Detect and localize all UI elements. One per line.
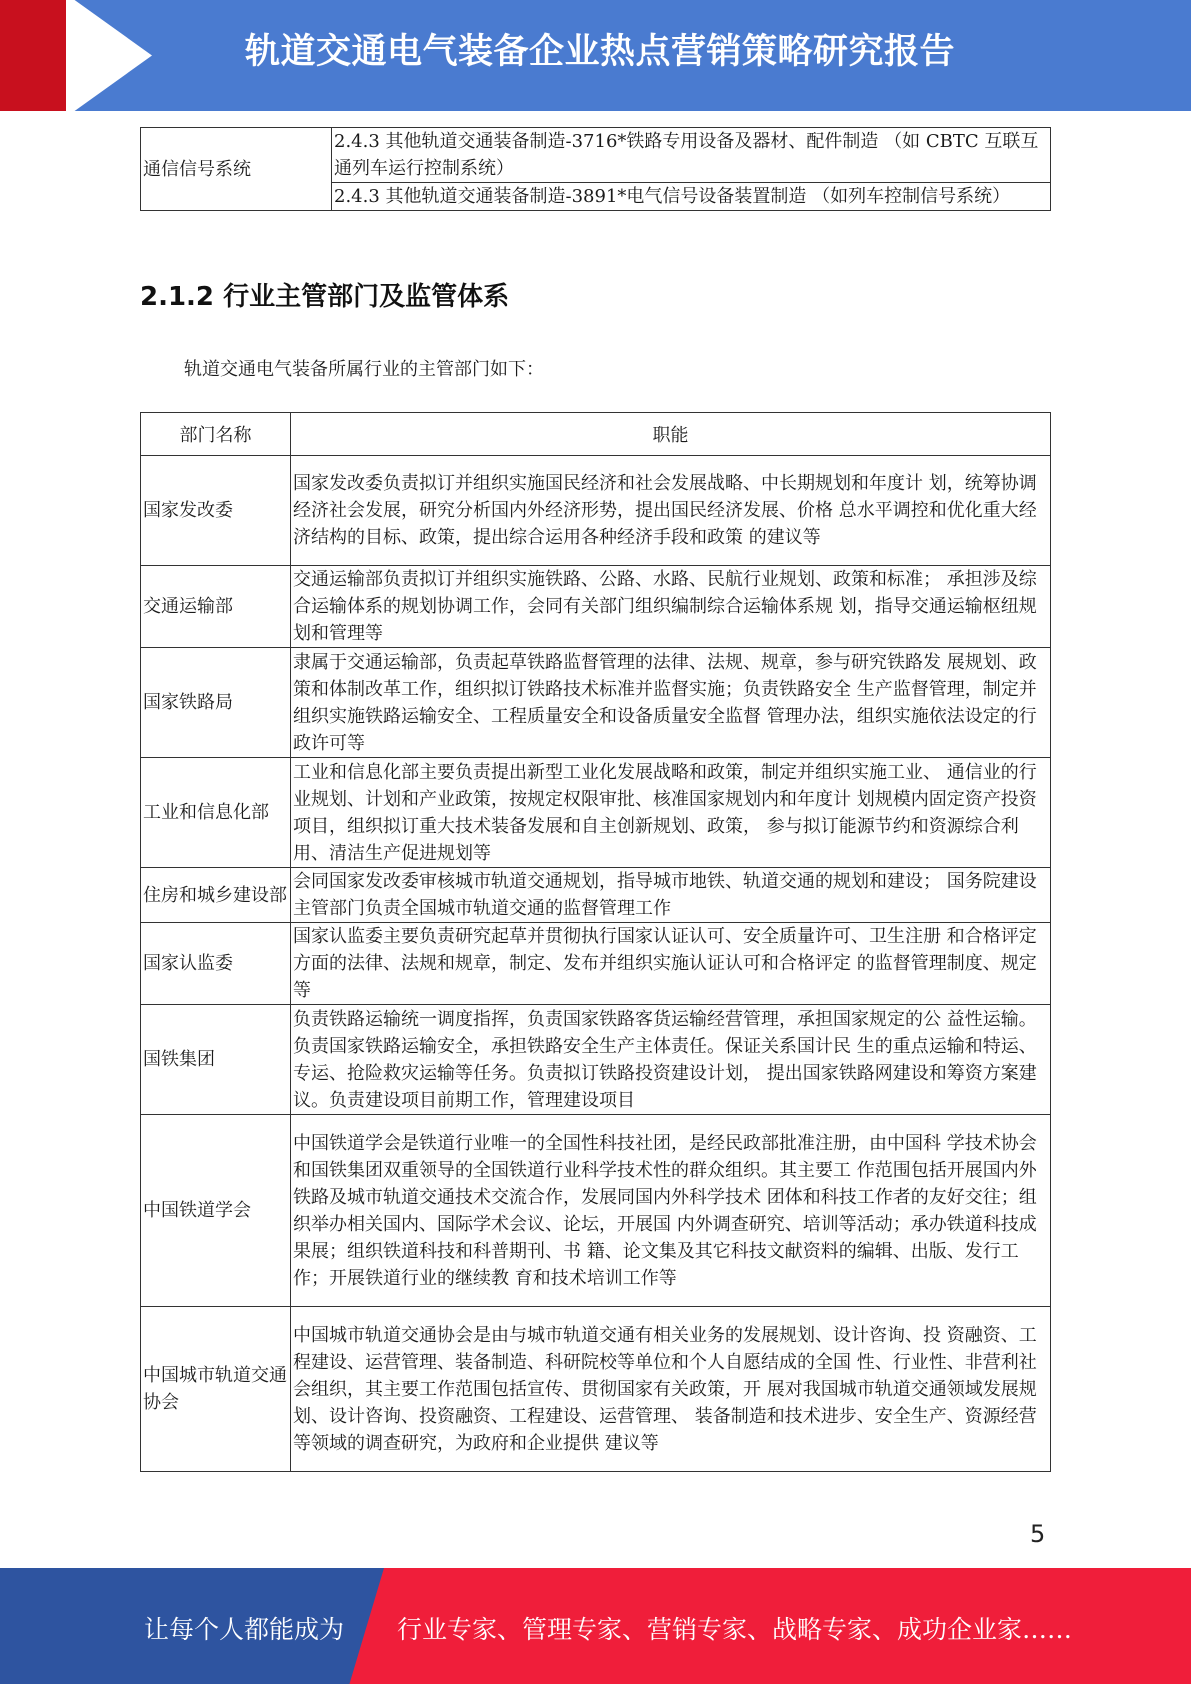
dept-duty: 中国铁道学会是铁道行业唯一的全国性科技社团，是经民政部批准注册，由中国科 学技术协会和国铁集团双重领导的全国铁道行业科学技术性的群众组织。其主要工 作范围包括开展国内外铁路及城市轨道交通技术交流合作，发展同国内外科学技术 团体和科技工作者的友好交往；组织举办相关国内、国际学术会议、论坛，开展国 内外调查研究、培训等活动；承办铁道科技成果展；组织铁道科技和科普期刊、书 籍、论文集及其它科技文献资料的编辑、出版、发行工作；开展铁道行业的继续教 育和技术培训工作等 bbox=[291, 1115, 1051, 1307]
dept-duty: 工业和信息化部主要负责提出新型工业化发展战略和政策，制定并组织实施工业、 通信业的行业规划、计划和产业政策，按规定权限审批、核准国家规划内和年度计 划规模内固定资产投资项目，组织拟订重大技术装备发展和自主创新规划、政策， 参与拟订能源节约和资源综合利用、清洁生产促进规划等 bbox=[291, 758, 1051, 868]
table-row bbox=[141, 1115, 1051, 1307]
intro-paragraph: 轨道交通电气装备所属行业的主管部门如下： bbox=[184, 359, 544, 380]
table-row bbox=[141, 566, 1051, 648]
dept-name: 国家铁路局 bbox=[141, 648, 291, 758]
table-row bbox=[141, 923, 1051, 1005]
table-row bbox=[141, 1005, 1051, 1115]
table-header-row bbox=[141, 413, 1051, 456]
table-row bbox=[141, 456, 1051, 566]
table-row bbox=[141, 128, 1051, 183]
dept-name: 国家认监委 bbox=[141, 923, 291, 1005]
table-row bbox=[141, 1307, 1051, 1472]
dept-duty: 交通运输部负责拟订并组织实施铁路、公路、水路、民航行业规划、政策和标准； 承担涉及综合运输体系的规划协调工作，会同有关部门组织编制综合运输体系规 划，指导交通运输枢纽规划和管理等 bbox=[291, 566, 1051, 648]
table-cell: 2.4.3 其他轨道交通装备制造-3716*铁路专用设备及器材、配件制造 （如 CBTC 互联互通列车运行控制系统） bbox=[332, 128, 1051, 183]
header-white-chevron bbox=[66, 0, 152, 111]
footer-slogan-left: 让每个人都能成为 bbox=[144, 1615, 345, 1644]
page-number: 5 bbox=[1030, 1520, 1046, 1548]
page-footer bbox=[0, 1568, 1191, 1684]
dept-duty: 国家认监委主要负责研究起草并贯彻执行国家认证认可、安全质量许可、卫生注册 和合格评定方面的法律、法规和规章，制定、发布并组织实施认证认可和合格评定 的监督管理制度、规定等 bbox=[291, 923, 1051, 1005]
top-classification-table bbox=[140, 127, 1051, 211]
dept-duty: 负责铁路运输统一调度指挥，负责国家铁路客货运输经营管理，承担国家规定的公 益性运输。负责国家铁路运输安全，承担铁路安全生产主体责任。保证关系国计民 生的重点运输和特运、专运、抢险救灾运输等任务。负责拟订铁路投资建设计划， 提出国家铁路网建设和筹资方案建议。负责建设项目前期工作，管理建设项目 bbox=[291, 1005, 1051, 1115]
column-header-duty: 职能 bbox=[291, 413, 1051, 456]
page-header bbox=[0, 0, 1191, 111]
dept-name: 国家发改委 bbox=[141, 456, 291, 566]
table-cell: 2.4.3 其他轨道交通装备制造-3891*电气信号设备装置制造 （如列车控制信号系统） bbox=[332, 183, 1051, 211]
dept-duty: 中国城市轨道交通协会是由与城市轨道交通有相关业务的发展规划、设计咨询、投 资融资、工程建设、运营管理、装备制造、科研院校等单位和个人自愿结成的全国 性、行业性、非营利社会组织，其主要工作范围包括宣传、贯彻国家有关政策，开 展对我国城市轨道交通领域发展规划、设计咨询、投资融资、工程建设、运营管理、 装备制造和技术进步、安全生产、资源经营等领域的调查研究，为政府和企业提供 建议等 bbox=[291, 1307, 1051, 1472]
table-row bbox=[141, 868, 1051, 923]
dept-duty: 国家发改委负责拟订并组织实施国民经济和社会发展战略、中长期规划和年度计 划，统筹协调经济社会发展，研究分析国内外经济形势，提出国民经济发展、价格 总水平调控和优化重大经济结构的目标、政策，提出综合运用各种经济手段和政策 的建议等 bbox=[291, 456, 1051, 566]
table-row bbox=[141, 648, 1051, 758]
department-table bbox=[140, 412, 1051, 1472]
dept-name: 国铁集团 bbox=[141, 1005, 291, 1115]
dept-name: 交通运输部 bbox=[141, 566, 291, 648]
dept-name: 中国城市轨道交通协会 bbox=[141, 1307, 291, 1472]
dept-duty: 隶属于交通运输部，负责起草铁路监督管理的法律、法规、规章，参与研究铁路发 展规划、政策和体制改革工作，组织拟订铁路技术标准并监督实施；负责铁路安全 生产监督管理，制定并组织实施铁路运输安全、工程质量安全和设备质量安全监督 管理办法，组织实施依法设定的行政许可等 bbox=[291, 648, 1051, 758]
category-cell: 通信信号系统 bbox=[141, 128, 332, 211]
table-row bbox=[141, 758, 1051, 868]
dept-duty: 会同国家发改委审核城市轨道交通规划，指导城市地铁、轨道交通的规划和建设； 国务院建设主管部门负责全国城市轨道交通的监督管理工作 bbox=[291, 868, 1051, 923]
section-title: 2.1.2 行业主管部门及监管体系 bbox=[140, 282, 510, 312]
footer-slogan-right: 行业专家、管理专家、营销专家、战略专家、成功企业家…… bbox=[397, 1615, 1073, 1644]
dept-name: 住房和城乡建设部 bbox=[141, 868, 291, 923]
dept-name: 工业和信息化部 bbox=[141, 758, 291, 868]
column-header-name: 部门名称 bbox=[141, 413, 291, 456]
header-title: 轨道交通电气装备企业热点营销策略研究报告 bbox=[244, 32, 955, 72]
dept-name: 中国铁道学会 bbox=[141, 1115, 291, 1307]
